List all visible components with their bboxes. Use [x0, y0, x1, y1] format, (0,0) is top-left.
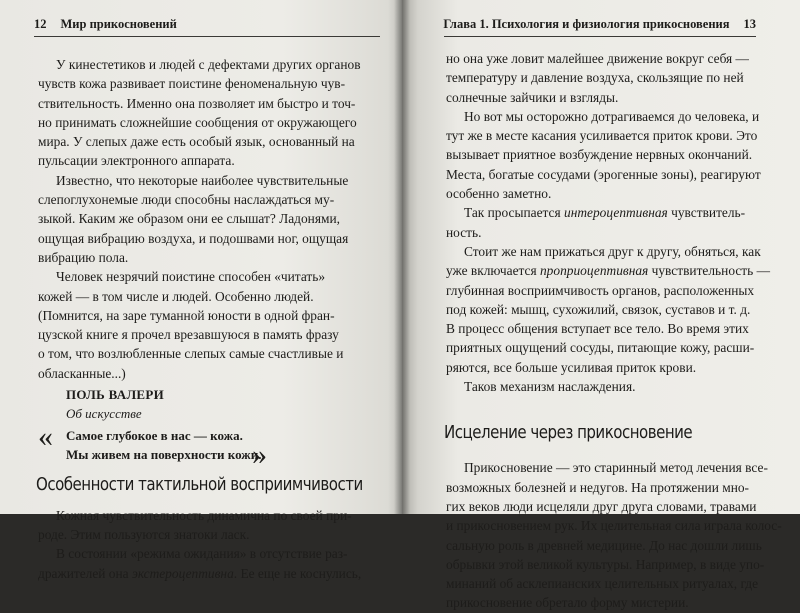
text-run: уже включается — [446, 263, 540, 279]
right-paragraphs-top — [446, 49, 770, 396]
text-line: прикосновение обретало форму мистерии. — [446, 595, 689, 611]
section-title: Исцеление через прикосновение — [444, 423, 693, 444]
text-line: температуру и давление воздуха, скользящие по ней — [446, 70, 744, 86]
text-line: ряются, все больше усиливая приток крови. — [446, 359, 697, 375]
text-run: чувствительность — — [648, 263, 770, 279]
text-line: Места, богатые сосудами (эрогенные зоны), реагируют — [446, 166, 761, 182]
text-line: тут же в месте касания усиливается приток крови. Это — [446, 128, 758, 144]
left-paragraphs-bottom — [38, 506, 362, 583]
header-rule — [34, 36, 380, 37]
emphasized-term: проприоцептивная — [539, 263, 649, 279]
quote-source: Об искусстве — [66, 406, 142, 422]
text-line: и прикосновением рук. Их целительная сила играла колос- — [446, 518, 782, 534]
text-line: (Помнится, на заре туманной юности в одной фран- — [38, 307, 335, 323]
text-line: гих веков люди исцеляли друг друга словами, травами — [446, 498, 757, 514]
text-line: мира. У слепых даже есть особый язык, основанный на — [38, 134, 355, 150]
quote-author: ПОЛЬ ВАЛЕРИ — [66, 387, 165, 403]
text-line: Прикосновение — это старинный метод лечения все- — [464, 460, 768, 476]
text-line: обрывки этой великой культуры. Например, в виде упо- — [446, 556, 765, 572]
text-line: Кожная чувствительность динамична по своей при- — [56, 507, 352, 523]
text-line: сальную роль в древней медицине. До нас дошли лишь — [446, 537, 762, 553]
text-line: кожей — в том числе и людей. Особенно людей. — [38, 288, 314, 304]
text-line: цузской книге я прочел врезавшуюся в память фразу — [38, 327, 339, 343]
epigraph-quote — [38, 419, 362, 471]
text-line: о том, что возлюбленные слепых самые счастливые и — [38, 346, 344, 362]
text-line: Таков механизм наслаждения. — [464, 379, 636, 395]
text-line: слепоглухонемые люди способны наслаждаться му- — [38, 192, 335, 208]
text-line: зыкой. Каким же образом они ее слышат? Ладонями, — [38, 211, 340, 227]
text-run: дражителей она — [38, 565, 132, 581]
text-line: Человек незрячий поистине способен «читать» — [56, 269, 326, 285]
right-running-header — [443, 17, 756, 32]
close-quote-mark: » — [252, 437, 267, 471]
text-line: под кожей: мышц, сухожилий, связок, суставов и т. д. — [446, 301, 751, 317]
text-run: . Ее еще не коснулись, — [233, 565, 362, 581]
quote-line: Мы живем на поверхности кожи. — [66, 446, 262, 462]
text-line: ощущая вибрацию воздуха, и подошвами ног, ощущая — [38, 230, 349, 246]
text-line: вибрацию пола. — [38, 249, 129, 265]
text-line: ствительность. Именно она позволяет им быстро и точ- — [38, 95, 356, 111]
left-body-text — [38, 55, 362, 583]
text-line: Известно, что некоторые наиболее чувствительные — [56, 172, 349, 188]
left-paragraphs-top — [38, 55, 362, 383]
text-line: возможных болезней и недугов. На протяжении мно- — [446, 479, 750, 495]
page-number: 13 — [743, 17, 756, 31]
book-gutter — [394, 0, 410, 514]
text-line: роде. Этим пользуются знатоки ласк. — [38, 526, 250, 542]
text-line: особенно заметно. — [446, 186, 552, 202]
text-line: чувств кожа развивает поистине феноменальную чув- — [38, 76, 346, 92]
right-paragraphs-bottom — [446, 458, 782, 612]
text-run: чувствитель- — [667, 205, 746, 221]
text-line: У кинестетиков и людей с дефектами других органов — [56, 57, 361, 72]
quote-line: Самое глубокое в нас — кожа. — [66, 427, 243, 443]
text-line: В состоянии «режима ожидания» в отсутствие раз- — [56, 546, 348, 562]
text-line: но принимать сложнейшие сообщения от окружающего — [38, 114, 357, 130]
section-title: Особенности тактильной восприимчивости — [36, 474, 363, 495]
text-line — [38, 564, 362, 583]
text-line — [446, 261, 770, 280]
emphasized-term: интероцептивная — [564, 205, 668, 221]
running-head-title: Глава 1. Психология и физиология прикосновения — [443, 17, 730, 31]
running-head-title: Мир прикосновений — [60, 17, 177, 31]
text-line: глубинная восприимчивость органов, расположенных — [446, 282, 755, 298]
open-quote-mark: « — [38, 419, 53, 453]
text-line: приятных ощущений сосуды, питающие кожу, расши- — [446, 340, 755, 356]
text-line: Но вот мы осторожно дотрагиваемся до человека, и — [464, 108, 760, 124]
text-line: обласканные...) — [38, 365, 126, 381]
left-running-header — [34, 17, 177, 32]
right-body-text — [444, 49, 782, 613]
text-line: солнечные зайчики и взгляды. — [446, 89, 619, 105]
text-line: ность. — [446, 224, 482, 240]
left-page — [0, 0, 404, 581]
text-line: минаний об асклепианских целительных ритуалах, где — [446, 576, 759, 592]
emphasized-term: экстероцептивна — [131, 565, 234, 581]
text-line: пульсации электронного аппарата. — [38, 153, 235, 169]
right-page — [402, 0, 800, 611]
text-run: Так просыпается — [464, 205, 564, 221]
text-line: но она уже ловит малейшее движение вокруг себя — — [446, 51, 749, 66]
page-number: 12 — [34, 17, 47, 31]
text-line: вызывает приятное возбуждение нервных окончаний. — [446, 147, 753, 163]
header-rule — [444, 36, 756, 37]
text-line: В процесс общения вступает все тело. Во время этих — [446, 321, 749, 337]
text-line — [446, 203, 758, 222]
text-line: Стоит же нам прижаться друг к другу, обняться, как — [464, 243, 761, 259]
